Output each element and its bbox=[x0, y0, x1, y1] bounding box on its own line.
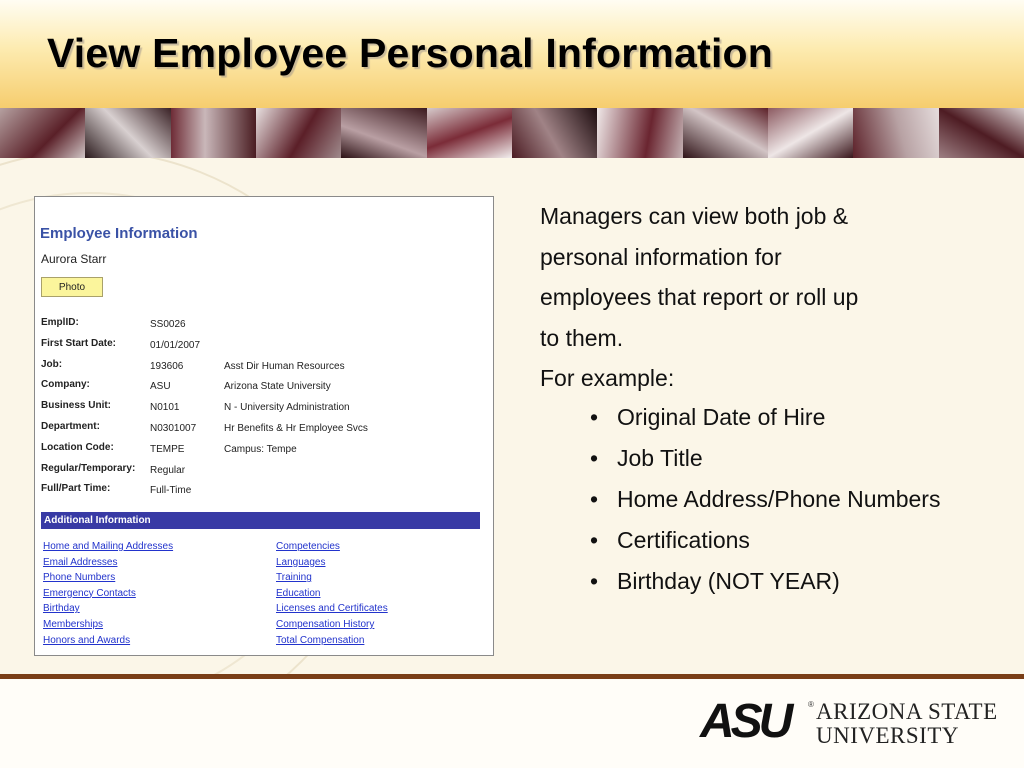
bullet-item bbox=[590, 441, 950, 475]
field-label: Full/Part Time: bbox=[41, 483, 111, 495]
field-value: Full-Time bbox=[150, 485, 192, 497]
example-bullet-list bbox=[590, 400, 950, 605]
field-value: 193606 bbox=[150, 360, 184, 372]
additional-information-bar: Additional Information bbox=[41, 512, 480, 529]
link-memberships[interactable]: Memberships bbox=[43, 618, 104, 630]
field-description: N - University Administration bbox=[224, 402, 350, 414]
employee-name: Aurora Starr bbox=[41, 252, 107, 266]
field-label: Location Code: bbox=[41, 441, 114, 453]
logo-line-1: ARIZONA STATE bbox=[816, 699, 998, 724]
campus-photo bbox=[171, 108, 256, 158]
title-band bbox=[0, 0, 1024, 108]
bullet-marker: • bbox=[590, 527, 599, 553]
field-label: Business Unit: bbox=[41, 400, 112, 412]
links-column-right bbox=[276, 541, 388, 650]
campus-photo bbox=[512, 108, 597, 158]
field-row bbox=[41, 379, 481, 400]
field-row bbox=[41, 338, 481, 359]
campus-photo bbox=[427, 108, 512, 158]
field-value: N0301007 bbox=[150, 422, 197, 434]
links-column-left bbox=[43, 541, 173, 650]
field-label: Job: bbox=[41, 358, 63, 370]
campus-photo bbox=[939, 108, 1024, 158]
field-description: Arizona State University bbox=[224, 381, 331, 393]
field-row bbox=[41, 483, 481, 504]
bullet-text: Job Title bbox=[617, 445, 703, 471]
field-value: TEMPE bbox=[150, 443, 185, 455]
asu-logo-wordmark bbox=[816, 700, 998, 748]
campus-photo bbox=[341, 108, 426, 158]
employee-fields bbox=[41, 317, 481, 504]
bullet-text: Birthday (NOT YEAR) bbox=[617, 568, 840, 594]
link-phone-numbers[interactable]: Phone Numbers bbox=[43, 572, 116, 584]
slide-title: View Employee Personal Information bbox=[47, 30, 774, 76]
paragraph-line: personal information for bbox=[540, 243, 782, 270]
link-birthday[interactable]: Birthday bbox=[43, 603, 80, 615]
link-languages[interactable]: Languages bbox=[276, 556, 326, 568]
field-row bbox=[41, 421, 481, 442]
link-education[interactable]: Education bbox=[276, 587, 321, 599]
link-competencies[interactable]: Competencies bbox=[276, 541, 340, 552]
field-value: SS0026 bbox=[150, 319, 186, 330]
field-label: Company: bbox=[41, 379, 90, 391]
field-row bbox=[41, 400, 481, 421]
slide-body-text bbox=[540, 196, 960, 399]
link-emergency-contacts[interactable]: Emergency Contacts bbox=[43, 587, 136, 599]
bullet-marker: • bbox=[590, 404, 599, 430]
photo-button[interactable]: Photo bbox=[41, 277, 103, 297]
campus-photo bbox=[597, 108, 682, 158]
field-row bbox=[41, 463, 481, 484]
bullet-text: Certifications bbox=[617, 527, 750, 553]
link-compensation-history[interactable]: Compensation History bbox=[276, 618, 375, 630]
bullet-text: Original Date of Hire bbox=[617, 404, 826, 430]
campus-photo-strip bbox=[0, 108, 1024, 158]
example-intro: For example: bbox=[540, 365, 675, 391]
link-email-addresses[interactable]: Email Addresses bbox=[43, 556, 118, 568]
field-row bbox=[41, 442, 481, 463]
campus-photo bbox=[256, 108, 341, 158]
link-licenses-certificates[interactable]: Licenses and Certificates bbox=[276, 603, 388, 615]
asu-logo-mark: ASU bbox=[700, 695, 790, 748]
field-description: Asst Dir Human Resources bbox=[224, 360, 345, 372]
field-value: ASU bbox=[150, 381, 171, 393]
bullet-item bbox=[590, 523, 950, 557]
field-value: N0101 bbox=[150, 402, 180, 414]
field-description: Hr Benefits & Hr Employee Svcs bbox=[224, 422, 368, 434]
field-row bbox=[41, 317, 481, 338]
field-value: 01/01/2007 bbox=[150, 339, 201, 351]
link-honors-awards[interactable]: Honors and Awards bbox=[43, 634, 131, 646]
bullet-marker: • bbox=[590, 568, 599, 594]
paragraph-line: Managers can view both job & bbox=[540, 203, 849, 229]
field-label: Regular/Temporary: bbox=[41, 462, 136, 474]
field-value: Regular bbox=[150, 464, 186, 476]
link-home-mailing-addresses[interactable]: Home and Mailing Addresses bbox=[43, 541, 174, 552]
campus-photo bbox=[0, 108, 85, 158]
campus-photo bbox=[85, 108, 170, 158]
link-total-compensation[interactable]: Total Compensation bbox=[276, 634, 365, 646]
paragraph-line: employees that report or roll up bbox=[540, 284, 859, 310]
bullet-item bbox=[590, 482, 950, 516]
bullet-marker: • bbox=[590, 486, 599, 512]
field-label: First Start Date: bbox=[41, 337, 117, 349]
logo-line-2: UNIVERSITY bbox=[816, 723, 959, 748]
link-training[interactable]: Training bbox=[276, 572, 312, 584]
campus-photo bbox=[683, 108, 768, 158]
field-label: Department: bbox=[41, 420, 100, 432]
bullet-item bbox=[590, 400, 950, 434]
employee-info-screenshot bbox=[34, 196, 494, 656]
bullet-item bbox=[590, 564, 950, 598]
field-row bbox=[41, 359, 481, 380]
employee-info-heading: Employee Information bbox=[40, 225, 198, 242]
field-label: EmplID: bbox=[41, 317, 79, 328]
registered-mark: ® bbox=[808, 700, 814, 709]
campus-photo bbox=[768, 108, 853, 158]
bullet-marker: • bbox=[590, 445, 599, 471]
bullet-text: Home Address/Phone Numbers bbox=[617, 486, 941, 512]
paragraph-line: to them. bbox=[540, 324, 624, 351]
campus-photo bbox=[853, 108, 938, 158]
field-description: Campus: Tempe bbox=[224, 443, 297, 455]
